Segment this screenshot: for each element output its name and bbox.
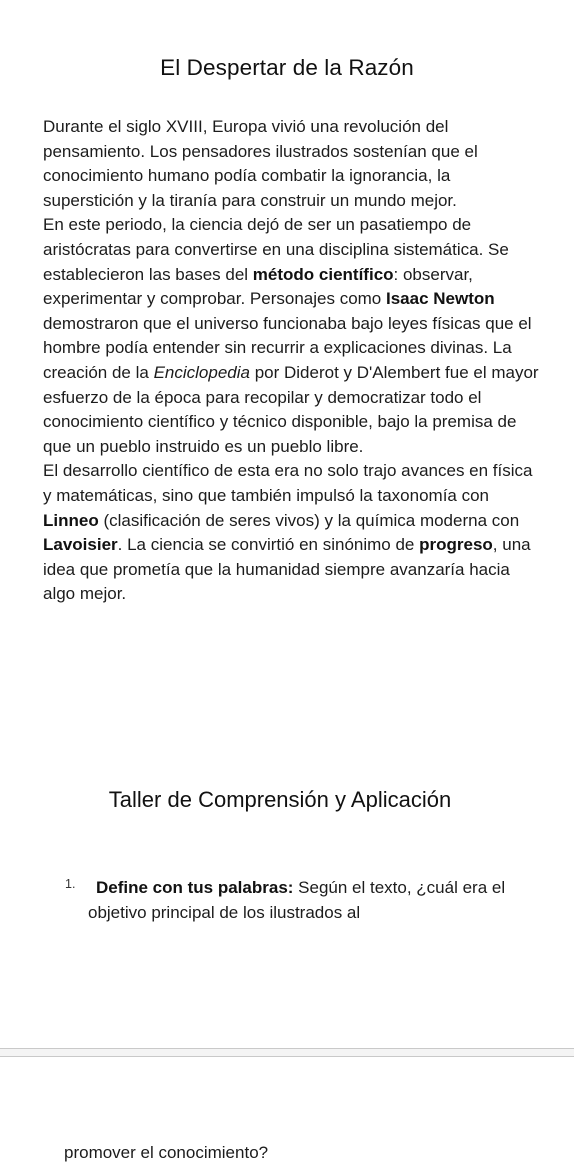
paragraph-3-text-c: (clasificación de seres vivos) y la química moderna con (98, 510, 520, 530)
keyword-isaac-newton: Isaac Newton (386, 289, 495, 309)
paragraph-2-text-c: : observar, experimentar y comprobar. Personajes como (43, 264, 473, 309)
question-1-number: 1. (65, 877, 76, 891)
paragraph-3-text-d: . La ciencia se convirtió en sinónimo de (117, 535, 420, 555)
paragraph-2 (43, 213, 543, 459)
paragraph-3 (43, 459, 543, 607)
page-break-divider (0, 1048, 574, 1057)
document-body (43, 115, 543, 607)
paragraph-3-text-a: El desarrollo científico de esta era no solo trajo avances en física y matemáticas, sino que también impulsó la taxonomía con (43, 461, 533, 505)
paragraph-2-text-d: demostraron que el universo funcionaba bajo leyes físicas que el hombre podía entender sin recurrir a explicaciones divinas. La creación de la (43, 313, 532, 382)
question-1-prompt: Según el texto, ¿cuál era el objetivo principal de los ilustrados al (88, 878, 506, 922)
paragraph-1: Durante el siglo XVIII, Europa vivió una revolución del pensamiento. Los pensadores ilustrados sostenían que el conocimiento humano podía combatir la ignorancia, la superstición y la tiranía para construir un mundo mejor. (43, 117, 478, 210)
question-1-continuation: promover el conocimiento? (64, 1143, 269, 1162)
paragraph-2-text-a: En este periodo, la ciencia dejó de ser un pasatiempo de aristócratas para convertirse en una disciplina sistemática. Se establecieron las bases del (43, 215, 509, 284)
paragraph-3-text-e: , una idea que prometía que la humanidad siempre avanzaría hacia algo mejor. (43, 535, 531, 604)
keyword-metodo-cientifico: método científico (252, 264, 394, 284)
question-1-text (88, 876, 528, 925)
keyword-lavoisier: Lavoisier (43, 535, 118, 555)
document-title: El Despertar de la Razón (160, 55, 414, 80)
keyword-progreso: progreso (419, 535, 493, 555)
keyword-enciclopedia: Enciclopedia (153, 362, 250, 382)
question-1-bold-label: Define con tus palabras: (96, 878, 294, 897)
workshop-title: Taller de Comprensión y Aplicación (108, 787, 452, 812)
keyword-linneo: Linneo (43, 510, 99, 530)
paragraph-2-text-e: por Diderot y D'Alembert fue el mayor esfuerzo de la época para recopilar y democratizar todo el conocimiento científico y técnico disponible, bajo la premisa de que un pueblo instruido es un pueblo libre. (43, 362, 539, 456)
